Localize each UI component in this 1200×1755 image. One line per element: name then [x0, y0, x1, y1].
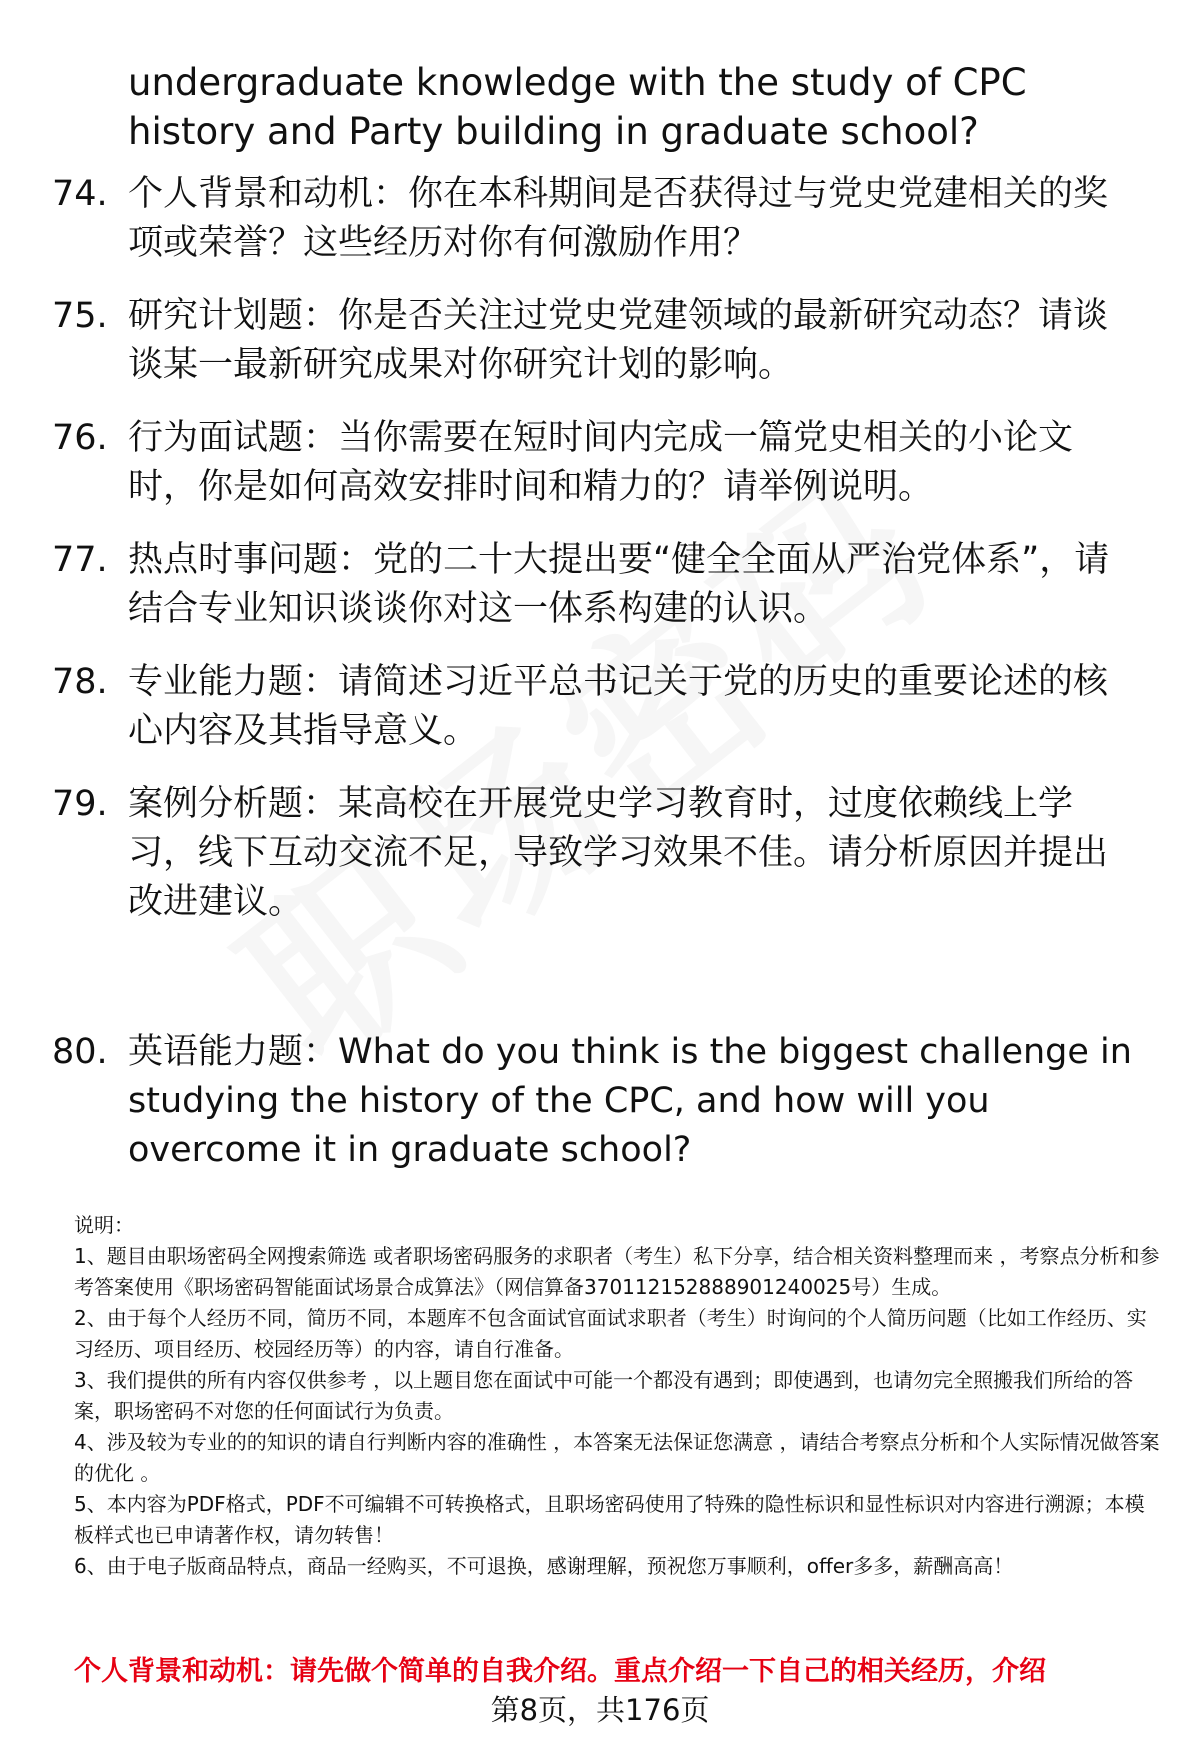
notes-section [74, 1210, 1164, 1582]
note-item: 3、我们提供的所有内容仅供参考 ，以上题目您在面试中可能一个都没有遇到；即使遇到，也请勿完全照搬我们所给的答案，职场密码不对您的任何面试行为负责。 [74, 1368, 1134, 1423]
question-item [52, 170, 1152, 268]
note-item: 5、本内容为PDF格式，PDF不可编辑不可转换格式，且职场密码使用了特殊的隐性标识和显性标识对内容进行溯源；本模板样式也已申请著作权，请勿转售！ [74, 1492, 1145, 1547]
note-item: 6、由于电子版商品特点，商品一经购买，不可退换，感谢理解，预祝您万事顺利，offer多多，薪酬高高！ [74, 1554, 1014, 1578]
question-text: 热点时事问题：党的二十大提出要“健全全面从严治党体系”，请结合专业知识谈谈你对这一体系构建的认识。 [128, 540, 1110, 629]
question-number: 75. [52, 296, 108, 336]
question-item [52, 414, 1152, 512]
question-number: 77. [52, 540, 108, 580]
question-number: 78. [52, 662, 108, 702]
question-text: 研究计划题：你是否关注过党史党建领域的最新研究动态？请谈谈某一最新研究成果对你研究计划的影响。 [128, 296, 1109, 385]
question-text: 英语能力题：What do you think is the biggest challenge in studying the history of the CPC, and how will you overcome it in graduate school? [128, 1032, 1132, 1170]
question-item [52, 1028, 1152, 1175]
question-text: 专业能力题：请简述习近平总书记关于党的历史的重要论述的核心内容及其指导意义。 [128, 662, 1109, 751]
question-item [52, 292, 1152, 390]
question-continuation: undergraduate knowledge with the study of CPC history and Party building in graduate school? [128, 61, 1027, 153]
question-item [52, 780, 1152, 927]
question-text: 个人背景和动机：你在本科期间是否获得过与党史党建相关的奖项或荣誉？这些经历对你有何激励作用？ [128, 174, 1109, 263]
question-number: 80. [52, 1032, 108, 1072]
question-number: 79. [52, 784, 108, 824]
question-item [52, 536, 1152, 634]
question-text: 案例分析题：某高校在开展党史学习教育时，过度依赖线上学习，线下互动交流不足，导致学习效果不佳。请分析原因并提出改进建议。 [128, 784, 1109, 922]
question-number: 76. [52, 418, 108, 458]
note-item: 1、题目由职场密码全网搜索筛选 或者职场密码服务的求职者（考生）私下分享，结合相关资料整理而来 ，考察点分析和参考答案使用《职场密码智能面试场景合成算法》（网信算备370112152888901240025号）生成。 [74, 1244, 1160, 1299]
question-number: 74. [52, 174, 108, 214]
page-number: 第8页，共176页 [490, 1693, 710, 1727]
note-item: 4、涉及较为专业的的知识的请自行判断内容的准确性 ，本答案无法保证您满意 ，请结合考察点分析和个人实际情况做答案的优化 。 [74, 1430, 1160, 1485]
notes-heading: 说明： [74, 1213, 134, 1237]
question-text: 行为面试题：当你需要在短时间内完成一篇党史相关的小论文时，你是如何高效安排时间和精力的？请举例说明。 [128, 418, 1074, 507]
footer-highlight: 个人背景和动机：请先做个简单的自我介绍。重点介绍一下自己的相关经历，介绍 [74, 1656, 1046, 1687]
question-item [52, 658, 1152, 756]
note-item: 2、由于每个人经历不同，简历不同，本题库不包含面试官面试求职者（考生）时询问的个人简历问题（比如工作经历、实习经历、项目经历、校园经历等）的内容，请自行准备。 [74, 1306, 1147, 1361]
